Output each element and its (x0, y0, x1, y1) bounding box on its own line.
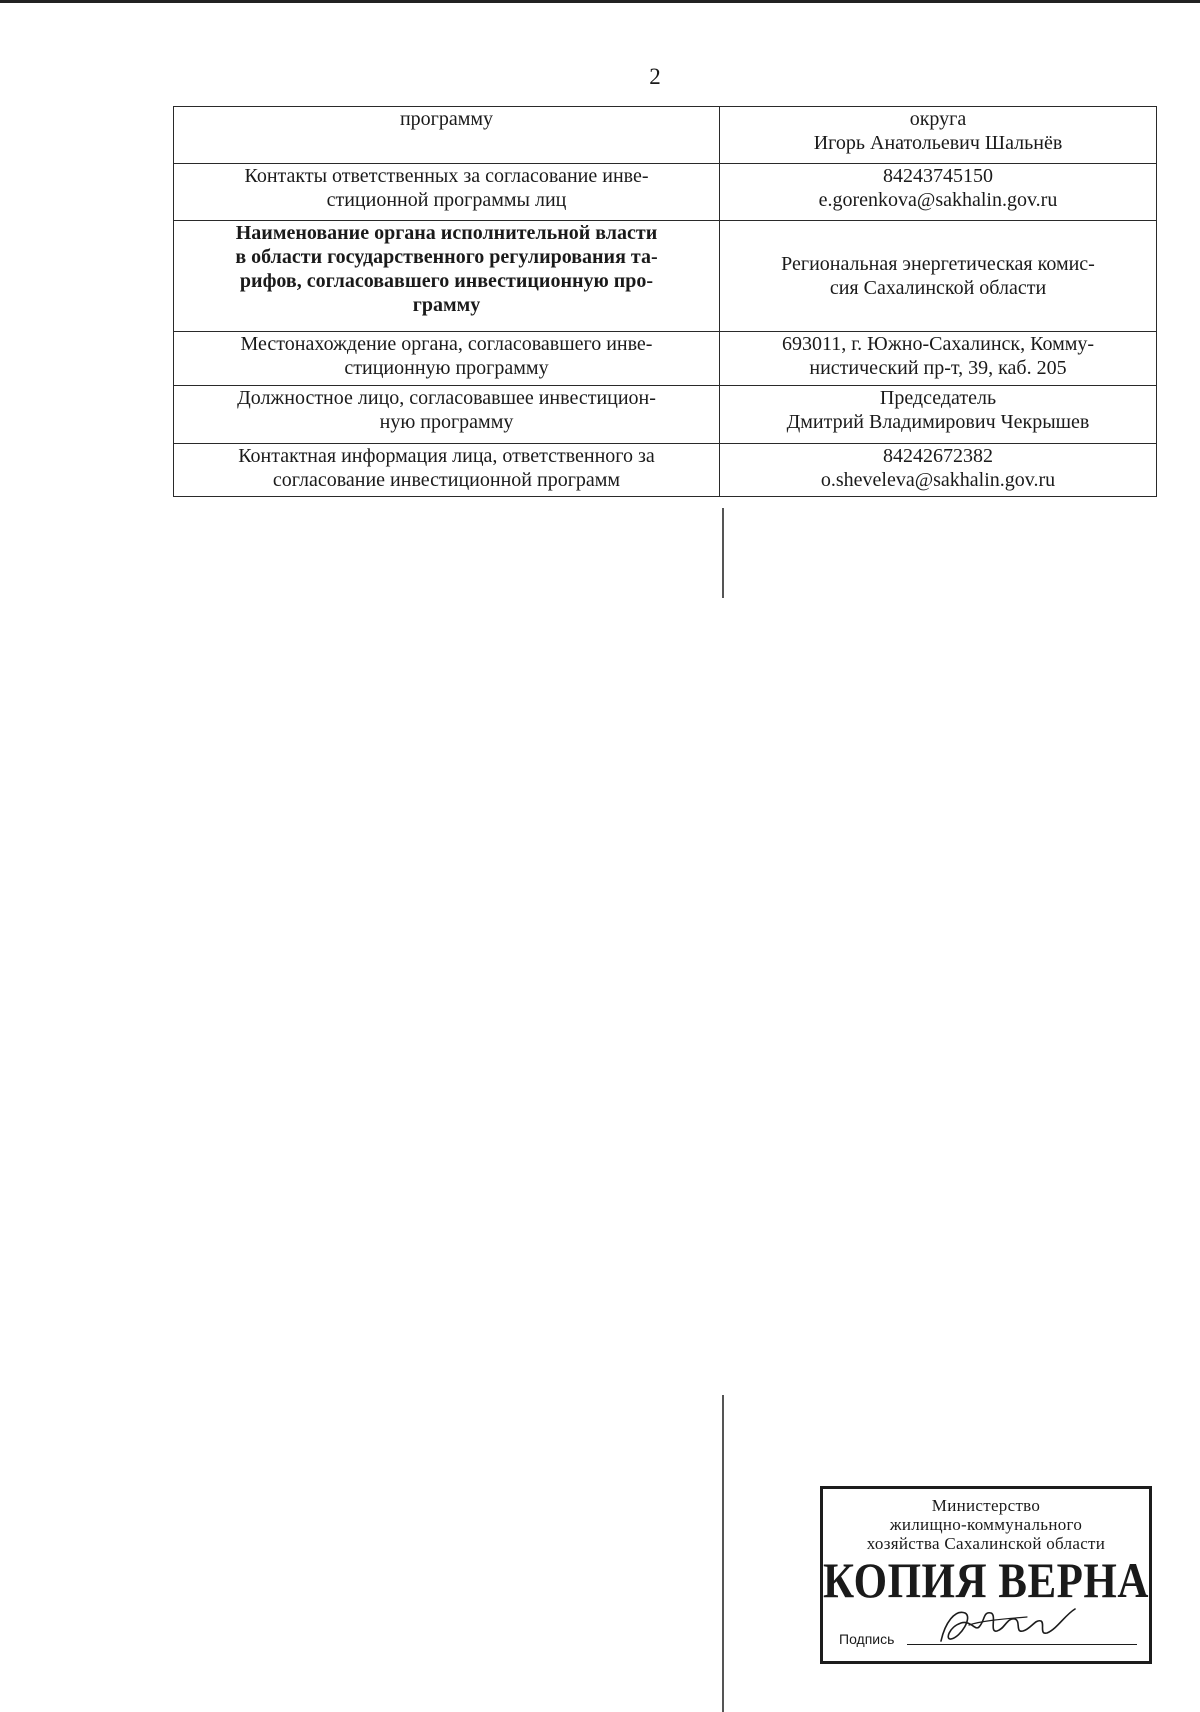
row-label-line: согласование инвестиционной программ (272, 469, 621, 491)
row-label-line: Наименование органа исполнительной власти (235, 222, 658, 244)
email-address: o.sheveleva@sakhalin.gov.ru (820, 469, 1056, 491)
row-label-line: Контакты ответственных за согласование инве- (244, 165, 649, 187)
row-label-line: ную программу (379, 411, 514, 433)
row-label-line: стиционной программы лиц (326, 189, 567, 211)
certified-copy-stamp (820, 1486, 1152, 1664)
email-address: e.gorenkova@sakhalin.gov.ru (818, 189, 1058, 211)
row-label-line: стиционную программу (344, 357, 549, 379)
row-value-line: Игорь Анатольевич Шальнёв (813, 132, 1063, 154)
row-label-cell (174, 386, 720, 444)
address-line: 693011, г. Южно-Сахалинск, Комму- (781, 333, 1095, 355)
row-label-line: программу (399, 108, 494, 130)
row-label-line: в области государственного регулирования та- (235, 246, 658, 268)
page-number: 2 (649, 64, 661, 89)
row-value-cell (720, 386, 1157, 444)
phone-number: 84242672382 (883, 445, 993, 467)
row-value-cell (720, 444, 1157, 497)
row-label-line: Местонахождение органа, согласовавшего инве- (240, 333, 653, 355)
row-label-cell (174, 332, 720, 386)
row-label-line: рифов, согласовавшего инвестиционную про- (239, 270, 654, 292)
handwritten-signature (931, 1603, 1081, 1647)
row-value-cell (720, 332, 1157, 386)
row-value-cell (720, 107, 1157, 164)
row-label-cell (174, 164, 720, 221)
scan-fold-line (722, 508, 724, 598)
phone-number: 84243745150 (883, 165, 993, 187)
row-label-cell (174, 107, 720, 164)
table-row (174, 332, 1157, 386)
address-line: нистический пр-т, 39, каб. 205 (809, 357, 1067, 379)
stamp-org-line: хозяйства Сахалинской области (866, 1534, 1106, 1553)
table-row (174, 107, 1157, 164)
official-name: Дмитрий Владимирович Чекрышев (786, 411, 1090, 433)
row-label-line: Контактная информация лица, ответственного за (238, 445, 655, 467)
official-position: Председатель (879, 387, 997, 409)
table-row (174, 164, 1157, 221)
row-value-line: Региональная энергетическая комис- (781, 253, 1095, 275)
row-value-line: сия Сахалинской области (829, 277, 1047, 299)
row-label-cell (174, 221, 720, 332)
row-label-line: грамму (412, 294, 481, 316)
page-top-border (0, 0, 1200, 3)
stamp-org-line: Министерство (931, 1496, 1041, 1515)
scan-fold-line (722, 1395, 724, 1712)
table-row (174, 386, 1157, 444)
info-table (173, 106, 1157, 497)
row-value-line: округа (909, 108, 967, 130)
row-value-cell (720, 221, 1157, 332)
stamp-org-line: жилищно-коммунального (889, 1515, 1083, 1534)
stamp-title: КОПИЯ ВЕРНА (823, 1554, 1149, 1609)
row-value-cell (720, 164, 1157, 221)
stamp-signature-row (839, 1607, 1137, 1647)
signature-label: Подпись (839, 1631, 895, 1647)
table-row (174, 221, 1157, 332)
row-label-line: Должностное лицо, согласовавшее инвестицион- (237, 387, 656, 409)
table-row (174, 444, 1157, 497)
row-label-cell (174, 444, 720, 497)
